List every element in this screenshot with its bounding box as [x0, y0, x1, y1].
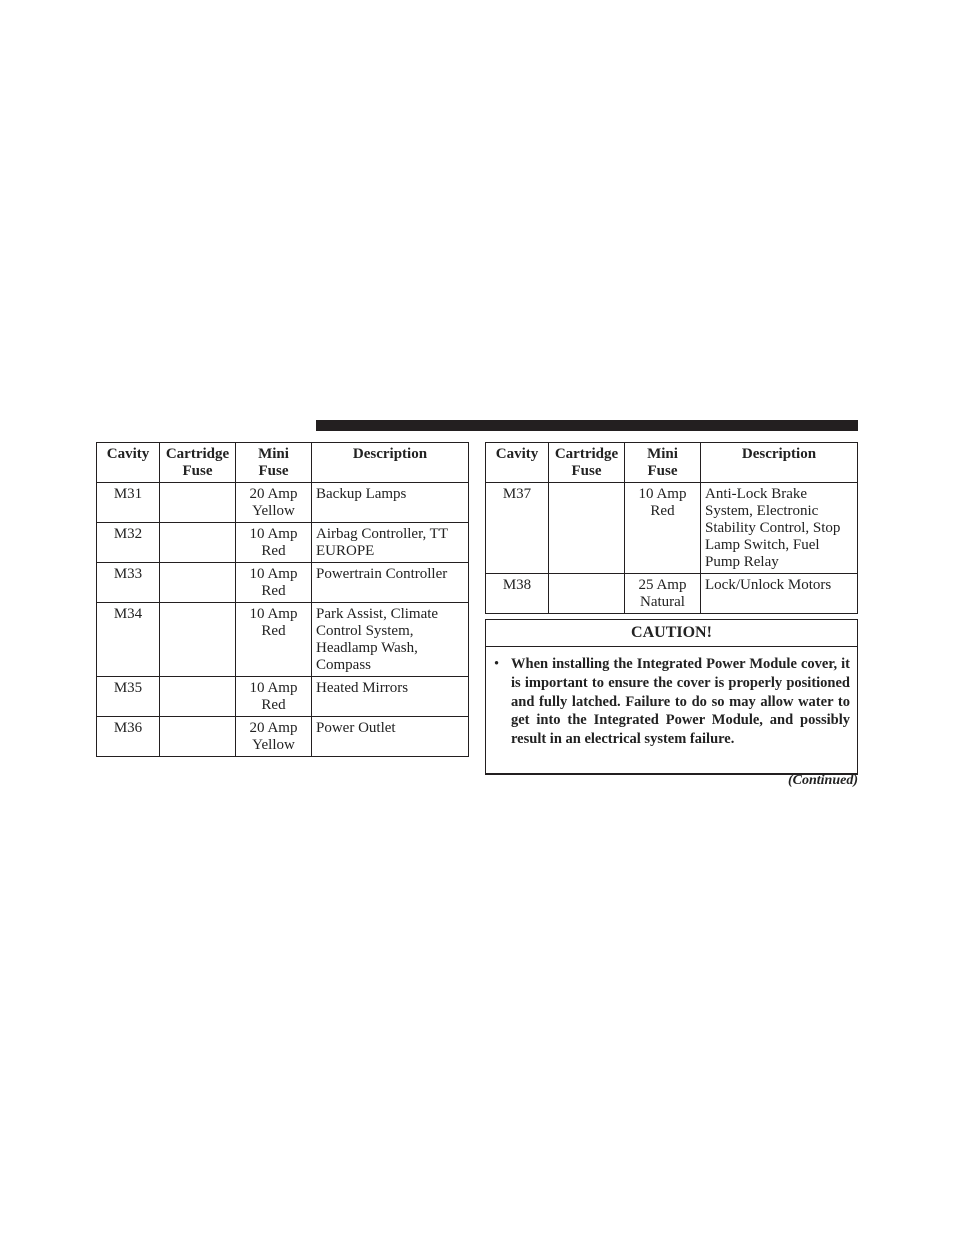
mini-fuse-amperage: 25 Amp [638, 577, 687, 593]
mini-fuse-amperage: 20 Amp [249, 486, 298, 502]
cartridge-fuse-cell [160, 603, 236, 677]
cartridge-fuse-cell [549, 483, 625, 574]
mini-fuse-color: Yellow [252, 503, 295, 519]
header-cartridge-fuse [549, 443, 625, 483]
description-cell: Airbag Controller, TT EUROPE [312, 523, 469, 563]
table-header-row [486, 443, 858, 483]
header-mini-line2: Fuse [258, 463, 289, 479]
mini-fuse-color: Red [261, 697, 286, 713]
cavity-cell: M33 [97, 563, 160, 603]
cavity-cell: M31 [97, 483, 160, 523]
cartridge-fuse-cell [160, 563, 236, 603]
mini-fuse-cell [236, 717, 312, 757]
table-row [97, 523, 469, 563]
header-mini-fuse [236, 443, 312, 483]
mini-fuse-amperage: 10 Amp [638, 486, 687, 502]
cartridge-fuse-cell [160, 717, 236, 757]
cavity-cell: M35 [97, 677, 160, 717]
caution-body [486, 647, 857, 749]
mini-fuse-cell [625, 483, 701, 574]
description-cell: Powertrain Controller [312, 563, 469, 603]
header-cartridge-line1: Cartridge [165, 446, 230, 462]
mini-fuse-cell [236, 523, 312, 563]
caution-box [485, 619, 858, 775]
mini-fuse-color: Natural [640, 594, 685, 610]
cartridge-fuse-cell [549, 574, 625, 614]
mini-fuse-cell [236, 483, 312, 523]
mini-fuse-amperage: 10 Amp [249, 526, 298, 542]
table-row [97, 717, 469, 757]
header-cavity: Cavity [97, 443, 160, 483]
cavity-cell: M32 [97, 523, 160, 563]
cavity-cell: M38 [486, 574, 549, 614]
mini-fuse-cell [236, 563, 312, 603]
header-cartridge-line1: Cartridge [554, 446, 619, 462]
mini-fuse-color: Yellow [252, 737, 295, 753]
mini-fuse-amperage: 10 Amp [249, 566, 298, 582]
table-row [97, 677, 469, 717]
mini-fuse-cell [236, 677, 312, 717]
header-cartridge-fuse [160, 443, 236, 483]
table-header-row [97, 443, 469, 483]
mini-fuse-color: Red [261, 543, 286, 559]
description-cell: Anti-Lock Brake System, Electronic Stability Control, Stop Lamp Switch, Fuel Pump Relay [701, 483, 858, 574]
description-cell: Power Outlet [312, 717, 469, 757]
continued-label: (Continued) [787, 773, 858, 788]
cartridge-fuse-cell [160, 677, 236, 717]
description-cell: Backup Lamps [312, 483, 469, 523]
header-mini-line1: Mini [647, 446, 678, 462]
mini-fuse-color: Red [650, 503, 675, 519]
mini-fuse-color: Red [261, 583, 286, 599]
fuse-table-right [485, 442, 858, 614]
description-cell: Heated Mirrors [312, 677, 469, 717]
table-row [486, 574, 858, 614]
header-cartridge-line2: Fuse [571, 463, 602, 479]
cartridge-fuse-cell [160, 483, 236, 523]
mini-fuse-amperage: 10 Amp [249, 680, 298, 696]
caution-title: CAUTION! [486, 620, 857, 647]
header-mini-fuse [625, 443, 701, 483]
bullet-icon: • [494, 656, 500, 672]
mini-fuse-color: Red [261, 623, 286, 639]
description-cell: Lock/Unlock Motors [701, 574, 858, 614]
mini-fuse-cell [236, 603, 312, 677]
description-cell: Park Assist, Climate Control System, Headlamp Wash, Compass [312, 603, 469, 677]
fuse-table-left [96, 442, 469, 757]
mini-fuse-cell [625, 574, 701, 614]
header-cavity: Cavity [486, 443, 549, 483]
header-mini-line1: Mini [258, 446, 289, 462]
mini-fuse-amperage: 10 Amp [249, 606, 298, 622]
cavity-cell: M34 [97, 603, 160, 677]
header-cartridge-line2: Fuse [182, 463, 213, 479]
cartridge-fuse-cell [160, 523, 236, 563]
header-description: Description [312, 443, 469, 483]
table-row [97, 563, 469, 603]
table-row [97, 603, 469, 677]
header-mini-line2: Fuse [647, 463, 678, 479]
cavity-cell: M37 [486, 483, 549, 574]
table-row [486, 483, 858, 574]
cavity-cell: M36 [97, 717, 160, 757]
section-header-bar [316, 420, 858, 431]
header-description: Description [701, 443, 858, 483]
caution-text: When installing the Integrated Power Module cover, it is important to ensure the cover is properly positioned and fully latched. Failure to do so may allow water to get into the Integrated Power Module, and possibly result in an electrical system failure. [511, 656, 850, 748]
mini-fuse-amperage: 20 Amp [249, 720, 298, 736]
table-row [97, 483, 469, 523]
